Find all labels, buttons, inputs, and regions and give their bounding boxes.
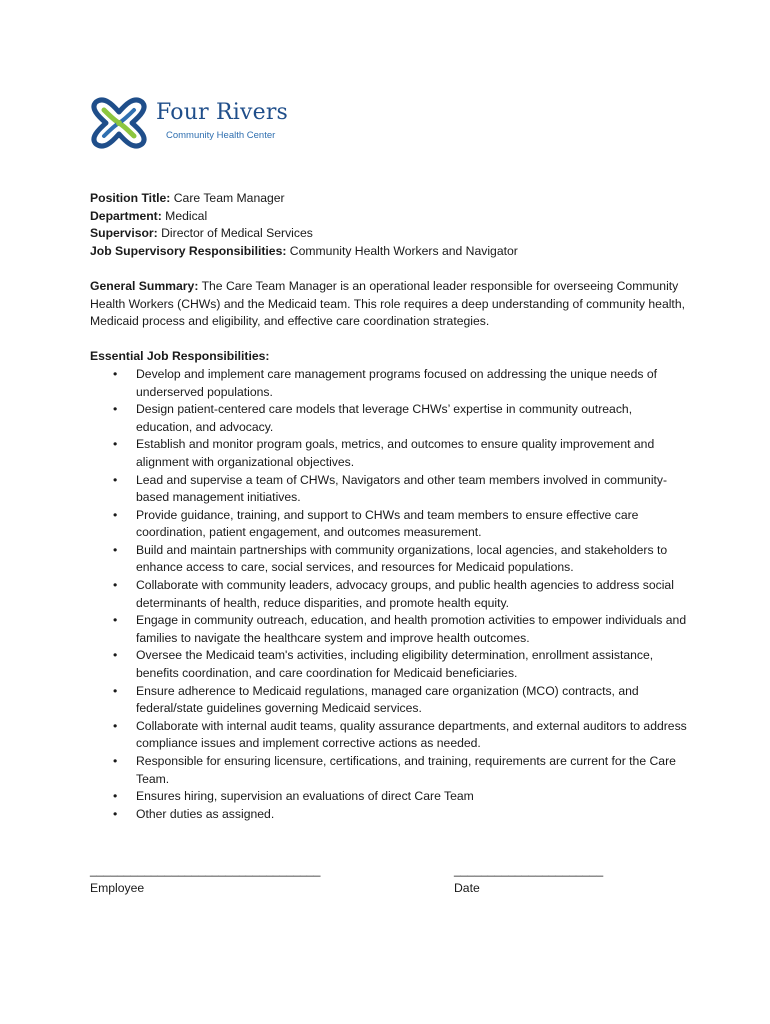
employee-signature (90, 862, 320, 897)
list-item (90, 753, 690, 788)
list-item (90, 683, 690, 718)
list-item-text: Provide guidance, training, and support to CHWs and team members to ensure effective care coordination, patient engagement, and outcomes measurement. (136, 507, 639, 540)
logo-name: Four Rivers (156, 100, 289, 125)
bullet-icon: • (113, 507, 118, 522)
list-item (90, 612, 690, 647)
four-rivers-logo (90, 94, 290, 156)
list-item-text: Build and maintain partnerships with community organizations, local agencies, and stakeholders to enhance access to care, social services, and resources for Medicaid populations. (136, 542, 668, 575)
list-item-text: Establish and monitor program goals, metrics, and outcomes to ensure quality improvement and alignment with organizational objectives. (136, 437, 655, 469)
four-rivers-logo-icon (90, 94, 148, 152)
responsibilities-list (90, 366, 690, 823)
logo-center-dot (116, 120, 122, 126)
supervisor-value: Director of Medical Services (161, 226, 313, 241)
list-item-text: Oversee the Medicaid team's activities, including eligibility determination, enrollment assistance, benefits coordination, and care coordination for Medicaid beneficiaries. (136, 648, 654, 681)
general-summary-text: The Care Team Manager is an operational leader responsible for overseeing Community Health Workers (CHWs) and the Medicaid team. This role requires a deep understanding of community health, Medicaid process and eligibility, and effective care coordination strategies. (90, 278, 685, 329)
list-item-text: Collaborate with internal audit teams, quality assurance departments, and external auditors to address compliance issues and implement corrective actions as needed. (136, 718, 687, 751)
bullet-icon: • (113, 683, 118, 698)
list-item (90, 436, 690, 471)
list-item-text: Engage in community outreach, education, and health promotion activities to empower individuals and families to navigate the healthcare system and improve health outcomes. (136, 613, 687, 645)
department-row (90, 208, 690, 226)
bullet-icon: • (113, 648, 118, 663)
bullet-icon: • (113, 613, 118, 628)
date-signature-line: ______________________ (454, 863, 604, 877)
bullet-icon: • (113, 472, 118, 487)
bullet-icon: • (113, 402, 118, 417)
list-item (90, 542, 690, 577)
general-summary (90, 278, 690, 331)
list-item (90, 401, 690, 436)
employee-signature-line: __________________________________ (90, 863, 321, 877)
bullet-icon: • (113, 806, 118, 821)
bullet-icon: • (113, 789, 118, 804)
list-item-text: Develop and implement care management programs focused on addressing the unique needs of underserved populations. (136, 366, 657, 399)
department-label: Department: (90, 208, 162, 223)
bullet-icon: • (113, 578, 118, 593)
department-value: Medical (165, 208, 208, 223)
bullet-icon: • (113, 437, 118, 452)
supervisor-row (90, 225, 690, 243)
position-title-value: Care Team Manager (173, 191, 285, 205)
list-item (90, 366, 690, 401)
employee-signature-label: Employee (90, 880, 145, 895)
position-title-row (90, 190, 690, 208)
list-item-text: Lead and supervise a team of CHWs, Navigators and other team members involved in community- based management initiatives. (136, 472, 668, 505)
bullet-icon: • (113, 754, 118, 768)
date-signature (454, 862, 603, 897)
list-item (90, 718, 690, 753)
list-item-text: Collaborate with community leaders, advocacy groups, and public health agencies to address social determinants of health, reduce disparities, and promote health equity. (136, 578, 674, 610)
list-item-text: Design patient-centered care models that leverage CHWs’ expertise in community outreach, education, and advocacy. (136, 402, 633, 434)
list-item (90, 647, 690, 682)
bullet-icon: • (113, 542, 118, 557)
list-item (90, 472, 690, 507)
list-item-text: Responsible for ensuring licensure, certifications, and training, requirements are current for the Care Team. (136, 754, 676, 786)
position-title-label: Position Title: (90, 191, 171, 205)
job-supervisory-value: Community Health Workers and Navigator (289, 243, 518, 258)
list-item (90, 577, 690, 612)
bullet-icon: • (113, 718, 118, 733)
list-item (90, 806, 690, 824)
responsibilities-heading: Essential Job Responsibilities: (90, 349, 270, 364)
general-summary-label: General Summary: (90, 278, 199, 293)
job-supervisory-label: Job Supervisory Responsibilities: (90, 243, 287, 258)
job-supervisory-row (90, 243, 690, 261)
list-item-text: Ensures hiring, supervision an evaluations of direct Care Team (136, 789, 474, 804)
bullet-icon: • (113, 366, 118, 381)
date-signature-label: Date (454, 880, 480, 895)
list-item (90, 788, 690, 806)
logo-tagline: Community Health Center (166, 130, 276, 141)
signature-block (90, 862, 650, 902)
supervisor-label: Supervisor: (90, 226, 158, 241)
list-item-text: Other duties as assigned. (136, 806, 275, 821)
list-item-text: Ensure adherence to Medicaid regulations, managed care organization (MCO) contracts, and federal/state guidelines governing Medicaid services. (136, 683, 639, 716)
list-item (90, 507, 690, 542)
job-description (90, 190, 690, 823)
